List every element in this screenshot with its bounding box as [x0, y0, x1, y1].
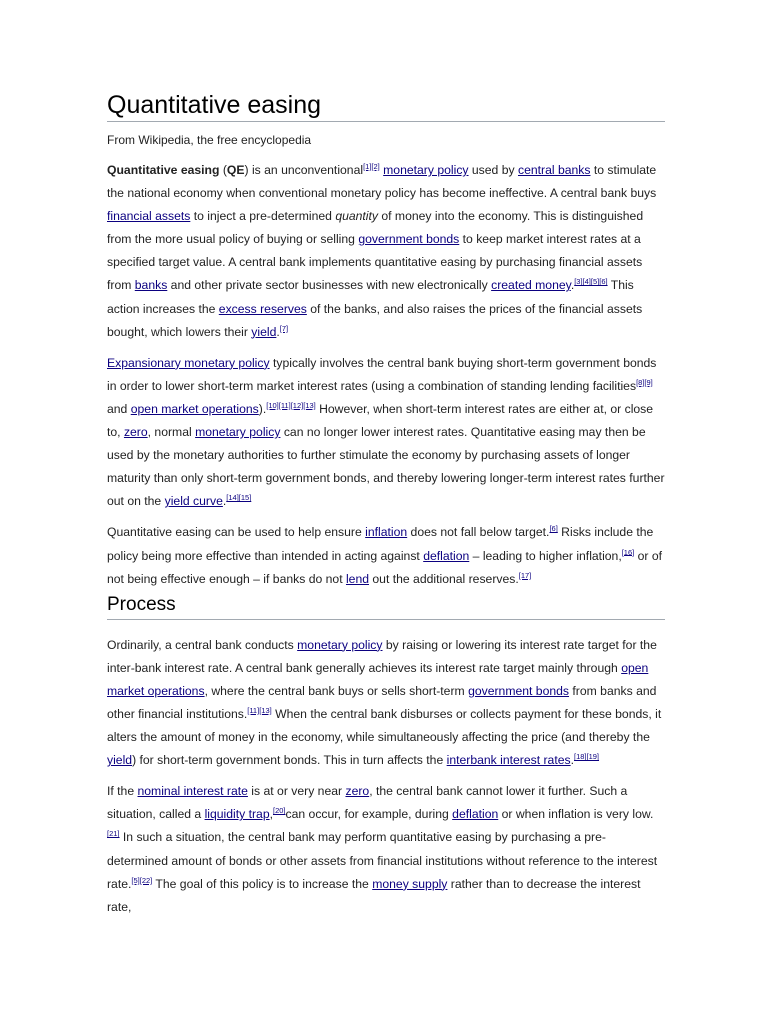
citation-link[interactable]: [14][15] [226, 493, 252, 503]
paragraph-expansionary [107, 352, 665, 514]
text: out the additional reserves. [369, 571, 519, 586]
text: – leading to higher inflation, [469, 548, 622, 563]
text: to keep market interest rates at a specified target value. A central bank implements quantitative easing by purchasing financial assets from [107, 232, 643, 293]
text: or of not being effective enough – if banks do not [107, 548, 663, 586]
article-content [107, 90, 665, 919]
link-government-bonds[interactable]: government bonds [468, 683, 570, 698]
text: . [570, 753, 574, 768]
text: to inject a pre-determined [190, 209, 336, 224]
bold-term-qe: Quantitative easing [107, 163, 220, 177]
citation-link[interactable]: [10][11][12][13] [266, 400, 316, 410]
link-yield[interactable]: yield [251, 324, 277, 339]
text: The goal of this policy is to increase the [152, 876, 373, 891]
text: , [269, 807, 273, 822]
page-title: Quantitative easing [107, 90, 665, 122]
text: . [570, 278, 575, 293]
text: However, when short-term interest rates are either at, or close to, [107, 401, 654, 440]
link-central-banks[interactable]: central banks [517, 163, 591, 177]
citation-link[interactable]: [20] [273, 806, 286, 816]
text: used by [468, 163, 518, 177]
text: ) for short-term government bonds. This in turn affects the [132, 753, 447, 768]
link-interbank-interest-rates[interactable]: interbank interest rates [446, 753, 571, 768]
text: from banks and other financial institutions. [107, 683, 657, 721]
text: by raising or lowering its interest rate target for the inter-bank interest rate. A central bank generally achieves its interest rate target mainly through [107, 637, 657, 675]
text: typically involves the central bank buying short-term government bonds in order to lower short-term market interest rates (using a combination of standing lending facilities [107, 355, 657, 393]
link-deflation[interactable]: deflation [452, 807, 499, 822]
link-yield-curve[interactable]: yield curve [164, 494, 223, 509]
text: , where the central bank buys or sells short-term [204, 683, 469, 698]
link-excess-reserves[interactable]: excess reserves [218, 301, 307, 316]
text: ) is an unconventional [244, 163, 364, 177]
text: and [107, 401, 131, 416]
link-open-market-operations[interactable]: open market operations [130, 401, 259, 416]
citation-link[interactable]: [6] [549, 524, 558, 534]
bold-abbr-qe: QE [226, 163, 245, 177]
citation-link[interactable]: [18][19] [574, 752, 600, 762]
text: This action increases the [107, 278, 634, 316]
citation-link[interactable]: [1][2] [363, 161, 380, 171]
paragraph-process-1 [107, 634, 665, 773]
text: does not fall below target. [407, 525, 550, 540]
link-nominal-interest-rate[interactable]: nominal interest rate [137, 784, 248, 799]
citation-link[interactable]: [3][4][5][6] [574, 277, 608, 287]
paragraph-process-2 [107, 780, 665, 919]
link-monetary-policy[interactable]: monetary policy [195, 425, 281, 440]
citation-link[interactable]: [16] [621, 547, 635, 557]
section-heading-process: Process [107, 593, 665, 620]
text: In such a situation, the central bank may perform quantitative easing by purchasing a pre-determined amount of bonds or other assets from financial institutions without reference to the interest rate. [107, 830, 658, 891]
text: of the banks, and also raises the prices of the financial assets bought, which lowers their [107, 301, 643, 339]
link-government-bonds[interactable]: government bonds [358, 232, 460, 247]
text: Quantitative easing can be used to help ensure [107, 525, 366, 540]
text: , normal [147, 425, 196, 440]
citation-link[interactable]: [21] [107, 829, 120, 839]
citation-link[interactable]: [5][22] [131, 875, 153, 885]
text: and other private sector businesses with new electronically [167, 278, 492, 293]
link-liquidity-trap[interactable]: liquidity trap [204, 807, 270, 822]
link-created-money[interactable]: created money [491, 278, 571, 293]
text: of money into the economy. This is distinguished from the more usual policy of buying or selling [107, 209, 644, 247]
text: can occur, for example, during [285, 807, 453, 822]
link-yield[interactable]: yield [107, 753, 133, 768]
citation-link[interactable]: [7] [279, 323, 289, 333]
paragraph-intro [107, 159, 665, 344]
italic-quantity: quantity [335, 209, 378, 224]
text: to stimulate the national economy when conventional monetary policy has become ineffective. A central bank buys [107, 163, 657, 201]
link-banks[interactable]: banks [134, 278, 168, 293]
link-zero[interactable]: zero [345, 784, 370, 799]
link-money-supply[interactable]: money supply [372, 876, 448, 891]
link-deflation[interactable]: deflation [423, 548, 470, 563]
text: ( [219, 163, 227, 177]
link-expansionary-monetary-policy[interactable]: Expansionary monetary policy [107, 355, 270, 370]
text: Ordinarily, a central bank conducts [107, 637, 298, 652]
link-zero[interactable]: zero [123, 425, 148, 440]
text: or when inflation is very low. [498, 807, 654, 822]
text: Risks include the policy being more effective than intended in acting against [107, 525, 654, 563]
link-inflation[interactable]: inflation [365, 525, 408, 540]
link-monetary-policy[interactable]: monetary policy [297, 637, 383, 652]
citation-link[interactable]: [17] [518, 570, 532, 580]
text: rather than to decrease the interest rate, [107, 876, 641, 914]
link-lend[interactable]: lend [345, 571, 370, 586]
site-tagline: From Wikipedia, the free encyclopedia [107, 133, 312, 147]
citation-link[interactable]: [11][13] [247, 705, 272, 715]
text: When the central bank disburses or collects payment for these bonds, it alters the amount of money in the economy, while simultaneously affecting the price (and thereby the [107, 706, 662, 745]
text: ). [258, 401, 267, 416]
text: If the [107, 784, 138, 799]
paragraph-risks [107, 521, 665, 590]
link-monetary-policy[interactable]: monetary policy [383, 163, 469, 177]
text: can no longer lower interest rates. Quantitative easing may then be used by the monetary authorities to further stimulate the economy by purchasing assets of longer maturity than only short-term government bonds, and thereby lowering longer-term interest rates further out on the [107, 425, 665, 509]
link-financial-assets[interactable]: financial assets [107, 209, 191, 224]
text: . [222, 494, 227, 509]
text: . [276, 324, 280, 339]
text: , the central bank cannot lower it further. Such a situation, called a [107, 784, 628, 822]
link-open-market-operations[interactable]: open market operations [107, 660, 649, 698]
text: is at or very near [247, 784, 346, 799]
citation-link[interactable]: [8][9] [636, 377, 653, 387]
